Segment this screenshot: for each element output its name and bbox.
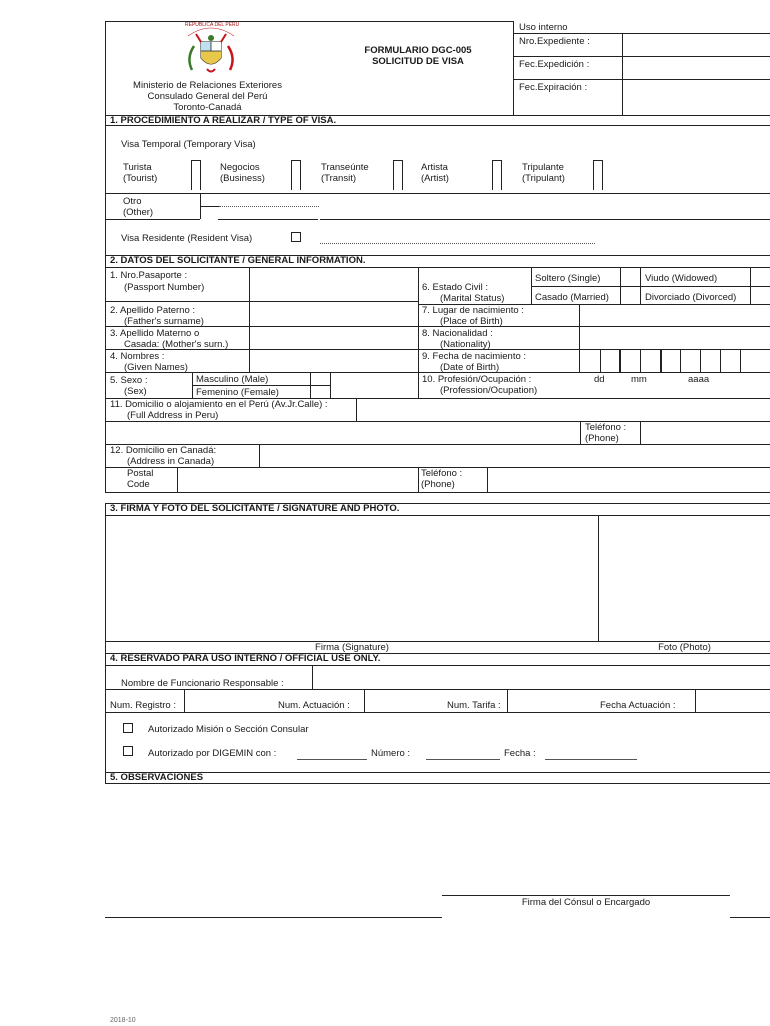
fecha-actuacion-label: Fecha Actuación : [600,700,676,711]
option-transeunte: Transeúnte [321,162,369,173]
option-negocios-en: (Business) [220,173,265,184]
otro-bottom-line-2 [218,219,318,220]
option-artista-en: (Artist) [421,173,449,184]
internal-line-2 [513,56,770,57]
numero-label: Número : [371,748,411,759]
section1-title: 1. PROCEDIMIENTO A REALIZAR / TYPE OF VISA. [110,115,337,126]
section4-left-border [105,653,106,773]
date-box-5 [680,349,681,372]
otro-top-line [105,193,200,194]
negocios-checkbox[interactable] [291,160,301,190]
internal-value-divider [622,33,623,116]
telefono-divider-left [580,421,581,444]
form-version: 2018-10 [110,1017,136,1024]
signature-area[interactable] [105,515,599,641]
pasaporte-label: 1. Nro.Pasaporte : [110,270,188,281]
col-right-divider [418,267,419,399]
section4-title: 4. RESERVADO PARA USO INTERNO / OFFICIAL USE ONLY. [110,653,381,664]
tripulante-checkbox[interactable] [593,160,603,190]
materno-label-2: Casada: (Mother's surn.) [124,339,229,350]
option-transeunte-en: (Transit) [321,173,357,184]
form-left-border [105,21,106,116]
viudo-check-left [750,267,751,304]
telefono2-label-en: (Phone) [421,479,455,490]
pasaporte-divider [249,267,250,301]
tarifa-divider [507,689,508,712]
section5-left-border [105,772,106,783]
section3-title: 3. FIRMA Y FOTO DEL SOLICITANTE / SIGNATURE AND PHOTO. [110,503,400,514]
visa-residente-label: Visa Residente (Resident Visa) [121,233,253,244]
visa-temporal-label: Visa Temporal (Temporary Visa) [121,139,256,150]
fec-expiracion-label: Fec.Expiración : [519,82,588,93]
date-box-7 [720,349,721,372]
form-name: SOLICITUD DE VISA [372,56,464,67]
section5-title-underline [105,783,770,784]
soltero-option: Soltero (Single) [535,273,601,284]
telefono-label: Teléfono : [585,422,627,433]
consulate-city: Toronto-Canadá [173,102,242,113]
otro-label: Otro [123,196,142,207]
divorciado-option: Divorciado (Divorced) [645,292,737,303]
registro-bottom-line [105,712,770,713]
artista-checkbox[interactable] [492,160,502,190]
nacionalidad-label: 8. Nacionalidad : [422,328,493,339]
observaciones-bottom-line [105,917,442,918]
foto-label: Foto (Photo) [658,642,711,653]
nombres-label-en: (Given Names) [124,362,188,373]
telefono-label-en: (Phone) [585,433,619,444]
digemin-field[interactable] [297,759,367,760]
funcionario-divider [312,665,313,689]
option-turista: Turista [123,162,152,173]
domicilio-peru-divider [356,398,357,421]
num-tarifa-label: Num. Tarifa : [447,700,501,711]
option-tripulante-en: (Tripulant) [522,173,565,184]
nro-expediente-label: Nro.Expediente : [519,36,590,47]
row4-bottom-line [105,372,770,373]
num-actuacion-label: Num. Actuación : [278,700,350,711]
names-col-divider [249,301,250,373]
otro-specify-field[interactable] [219,206,319,207]
date-aaaa-label: aaaa [688,374,710,385]
date-box-3 [640,349,641,372]
telefono-divider-right [640,421,641,444]
domicilio-canada-label: 12. Domicilio en Canadá: [110,445,217,456]
date-box-6 [700,349,701,372]
row6-mid-line [105,421,770,422]
internal-box-left [513,21,514,116]
otro-label-en: (Other) [123,207,154,218]
telefono2-divider-right [487,467,488,492]
registro-divider [184,689,185,712]
marital-mid-line [531,286,770,287]
residente-checkbox[interactable] [291,232,301,242]
domicilio-peru-label: 11. Domicilio o alojamiento en el Perú (Av.Jr.Calle) : [110,399,328,410]
profesion-label: 10. Profesión/Ocupación : [422,374,532,385]
nacionalidad-label-en: (Nationality) [440,339,491,350]
otro-checkbox-mid [200,206,220,207]
domicilio-canada-label-en: (Address in Canada) [127,456,215,467]
estado-civil-label-en: (Marital Status) [440,293,505,304]
date-dd-label: dd [594,374,605,385]
postal-label: Postal [127,468,154,479]
domicilio-peru-label-en: (Full Address in Peru) [127,410,219,421]
lugar-nac-divider [579,304,580,372]
femenino-option: Femenino (Female) [196,387,279,398]
nombres-label: 4. Nombres : [110,351,165,362]
estado-civil-label: 6. Estado Civil : [422,282,488,293]
date-mm-label: mm [631,374,647,385]
fecha-nac-label-en: (Date of Birth) [440,362,500,373]
postal-divider [177,467,178,492]
firma-consul-label: Firma del Cónsul o Encargado [521,897,651,908]
autorizado-mision-checkbox[interactable] [123,723,133,733]
section1-left-border [105,115,106,255]
otro-right-line [320,219,770,220]
autorizado-digemin-checkbox[interactable] [123,746,133,756]
sexo-label: 5. Sexo : [110,375,148,386]
fecha-label: Fecha : [504,748,536,759]
observaciones-bottom-line-right [730,917,770,918]
section5-title: 5. OBSERVACIONES [110,772,204,783]
internal-line-3 [513,79,770,80]
telefono2-label: Teléfono : [421,468,463,479]
masculino-option: Masculino (Male) [196,374,269,385]
funcionario-label: Nombre de Funcionario Responsable : [121,678,284,689]
option-artista: Artista [421,162,448,173]
row1-bottom-line [105,301,418,302]
consulate-name: Consulado General del Perú [147,91,268,102]
internal-line-1 [513,33,770,34]
uso-interno-label: Uso interno [519,22,568,33]
option-tripulante: Tripulante [522,162,564,173]
lugar-nac-label: 7. Lugar de nacimiento : [422,305,524,316]
residente-field[interactable] [320,243,595,244]
telefono2-divider-left [418,467,419,492]
domicilio-canada-divider [259,444,260,467]
pasaporte-label-en: (Passport Number) [124,282,205,293]
form-code: FORMULARIO DGC-005 [364,45,472,56]
option-negocios: Negocios [220,162,260,173]
ministry-name: Ministerio de Relaciones Exteriores [133,80,282,91]
section2-title-underline [105,267,770,268]
date-box-2 [619,349,621,372]
viudo-option: Viudo (Widowed) [645,273,718,284]
actuacion-divider [364,689,365,712]
section4-title-underline [105,665,770,666]
fecha-actuacion-divider [695,689,696,712]
materno-label: 3. Apellido Materno o [110,328,200,339]
numero-field[interactable] [426,759,500,760]
row3-bottom-line [105,349,770,350]
peru-coat-of-arms [180,22,242,78]
code-label: Code [127,479,150,490]
otro-bottom-line [105,219,200,220]
row7-bottom-line [105,492,770,493]
sexo-label-en: (Sex) [124,386,147,397]
date-box-8 [740,349,741,372]
form-top-border [105,21,513,22]
option-turista-en: (Tourist) [123,173,158,184]
lugar-nac-label-en: (Place of Birth) [440,316,503,327]
sexo-check-left [310,372,311,399]
consul-signature-line [442,895,730,896]
section1-options-baseline [200,193,770,194]
paterno-label: 2. Apellido Paterno : [110,305,196,316]
fecha-nac-label: 9. Fecha de nacimiento : [422,351,527,362]
fecha-field[interactable] [545,759,637,760]
funcionario-bottom-line [312,689,770,690]
fec-expedicion-label: Fec.Expedición : [519,59,590,70]
date-box-4 [660,349,662,372]
transeunte-checkbox[interactable] [393,160,403,190]
photo-area[interactable] [599,515,770,641]
casado-option: Casado (Married) [535,292,609,303]
section2-title: 2. DATOS DEL SOLICITANTE / GENERAL INFORMATION. [110,255,366,266]
num-registro-label: Num. Registro : [110,700,176,711]
section1-title-underline [105,125,770,126]
firma-label: Firma (Signature) [315,642,389,653]
autorizado-mision-label: Autorizado Misión o Sección Consular [148,724,309,735]
paterno-label-en: (Father's surname) [124,316,204,327]
registro-top-line [105,689,312,690]
section2-left-border [105,255,106,492]
autorizado-digemin-label: Autorizado por DIGEMIN con : [148,748,277,759]
row2-bottom-line [105,326,770,327]
profesion-label-en: (Profession/Ocupation) [440,385,538,396]
sexo-check-right [330,372,331,399]
date-box-1 [600,349,601,372]
turista-checkbox[interactable] [191,160,201,190]
crest-text: REPUBLICA DEL PERU [185,22,240,28]
